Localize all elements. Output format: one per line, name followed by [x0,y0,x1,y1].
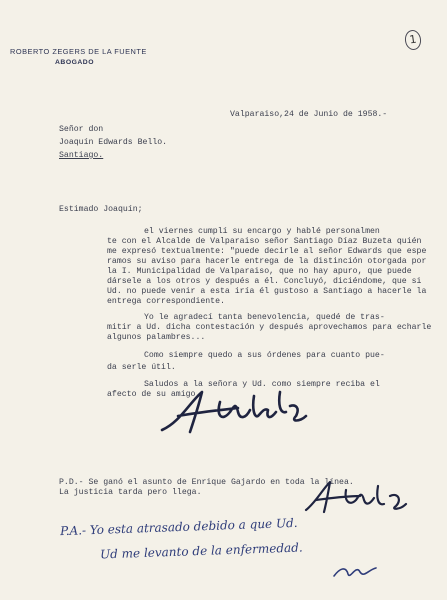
handwritten-initials [330,560,380,582]
postscript-line-2: La justicia tarda pero llega. [59,488,202,497]
signature [300,478,420,518]
signature [150,382,330,442]
body-line: Como siempre quedo a sus órdenes para cuanto pue- [144,351,385,360]
letterhead-name: ROBERTO ZEGERS DE LA FUENTE [10,47,147,56]
body-line: Ud. no puede venir a esta iría él gustoso a Santiago a hacerle la [107,287,427,296]
body-line: dársele a los otros y después a él. Concluyó, diciéndome, que si [107,277,422,286]
body-line: te con el Alcalde de Valparaiso señor Santiago Díaz Buzeta quién [107,237,422,246]
body-line: Yo le agradecí tanta benevolencia, quedé de tras- [144,313,385,322]
postscript-line-1: P.D.- Se ganó el asunto de Enrique Gajardo en toda la línea. [59,478,354,487]
body-line: la I. Municipalidad de Valparaiso, que no hay apuro, que puede [107,267,412,276]
body-line: da serle útil. [107,363,176,372]
body-line: afecto de su amigo, [107,390,201,399]
body-line: Saludos a la señora y Ud. como siempre reciba el [144,380,380,389]
body-line: el viernes cumplí su encargo y hablé personalmen [144,227,380,236]
body-line: me expresó textualmente: "puede decirle al señor Edwards que espe [107,247,427,256]
body-line: mitir a Ud. dicha contestación y después aprovechamos para echarle [107,323,432,332]
letterhead-title: ABOGADO [55,59,94,66]
handwritten-note-line-1: P.A.- Yo esta atrasado debido a que Ud. [59,515,298,539]
body-line: ramos su aviso para hacerle entrega de la distinción otorgada por [107,257,427,266]
addressee-line-2: Joaquín Edwards Bello. [59,138,168,147]
addressee-line-3: Santiago. [59,151,104,160]
body-line: algunos palambres... [107,333,206,342]
handwritten-note-line-2: Ud me levanto de la enfermedad. [99,540,303,562]
page-number: 1 [404,29,423,51]
addressee-line-1: Señor don [59,125,104,134]
salutation: Estimado Joaquín; [59,205,143,214]
body-line: entrega correspondiente. [107,297,225,306]
dateline: Valparaiso,24 de Junio de 1958.- [230,110,388,119]
